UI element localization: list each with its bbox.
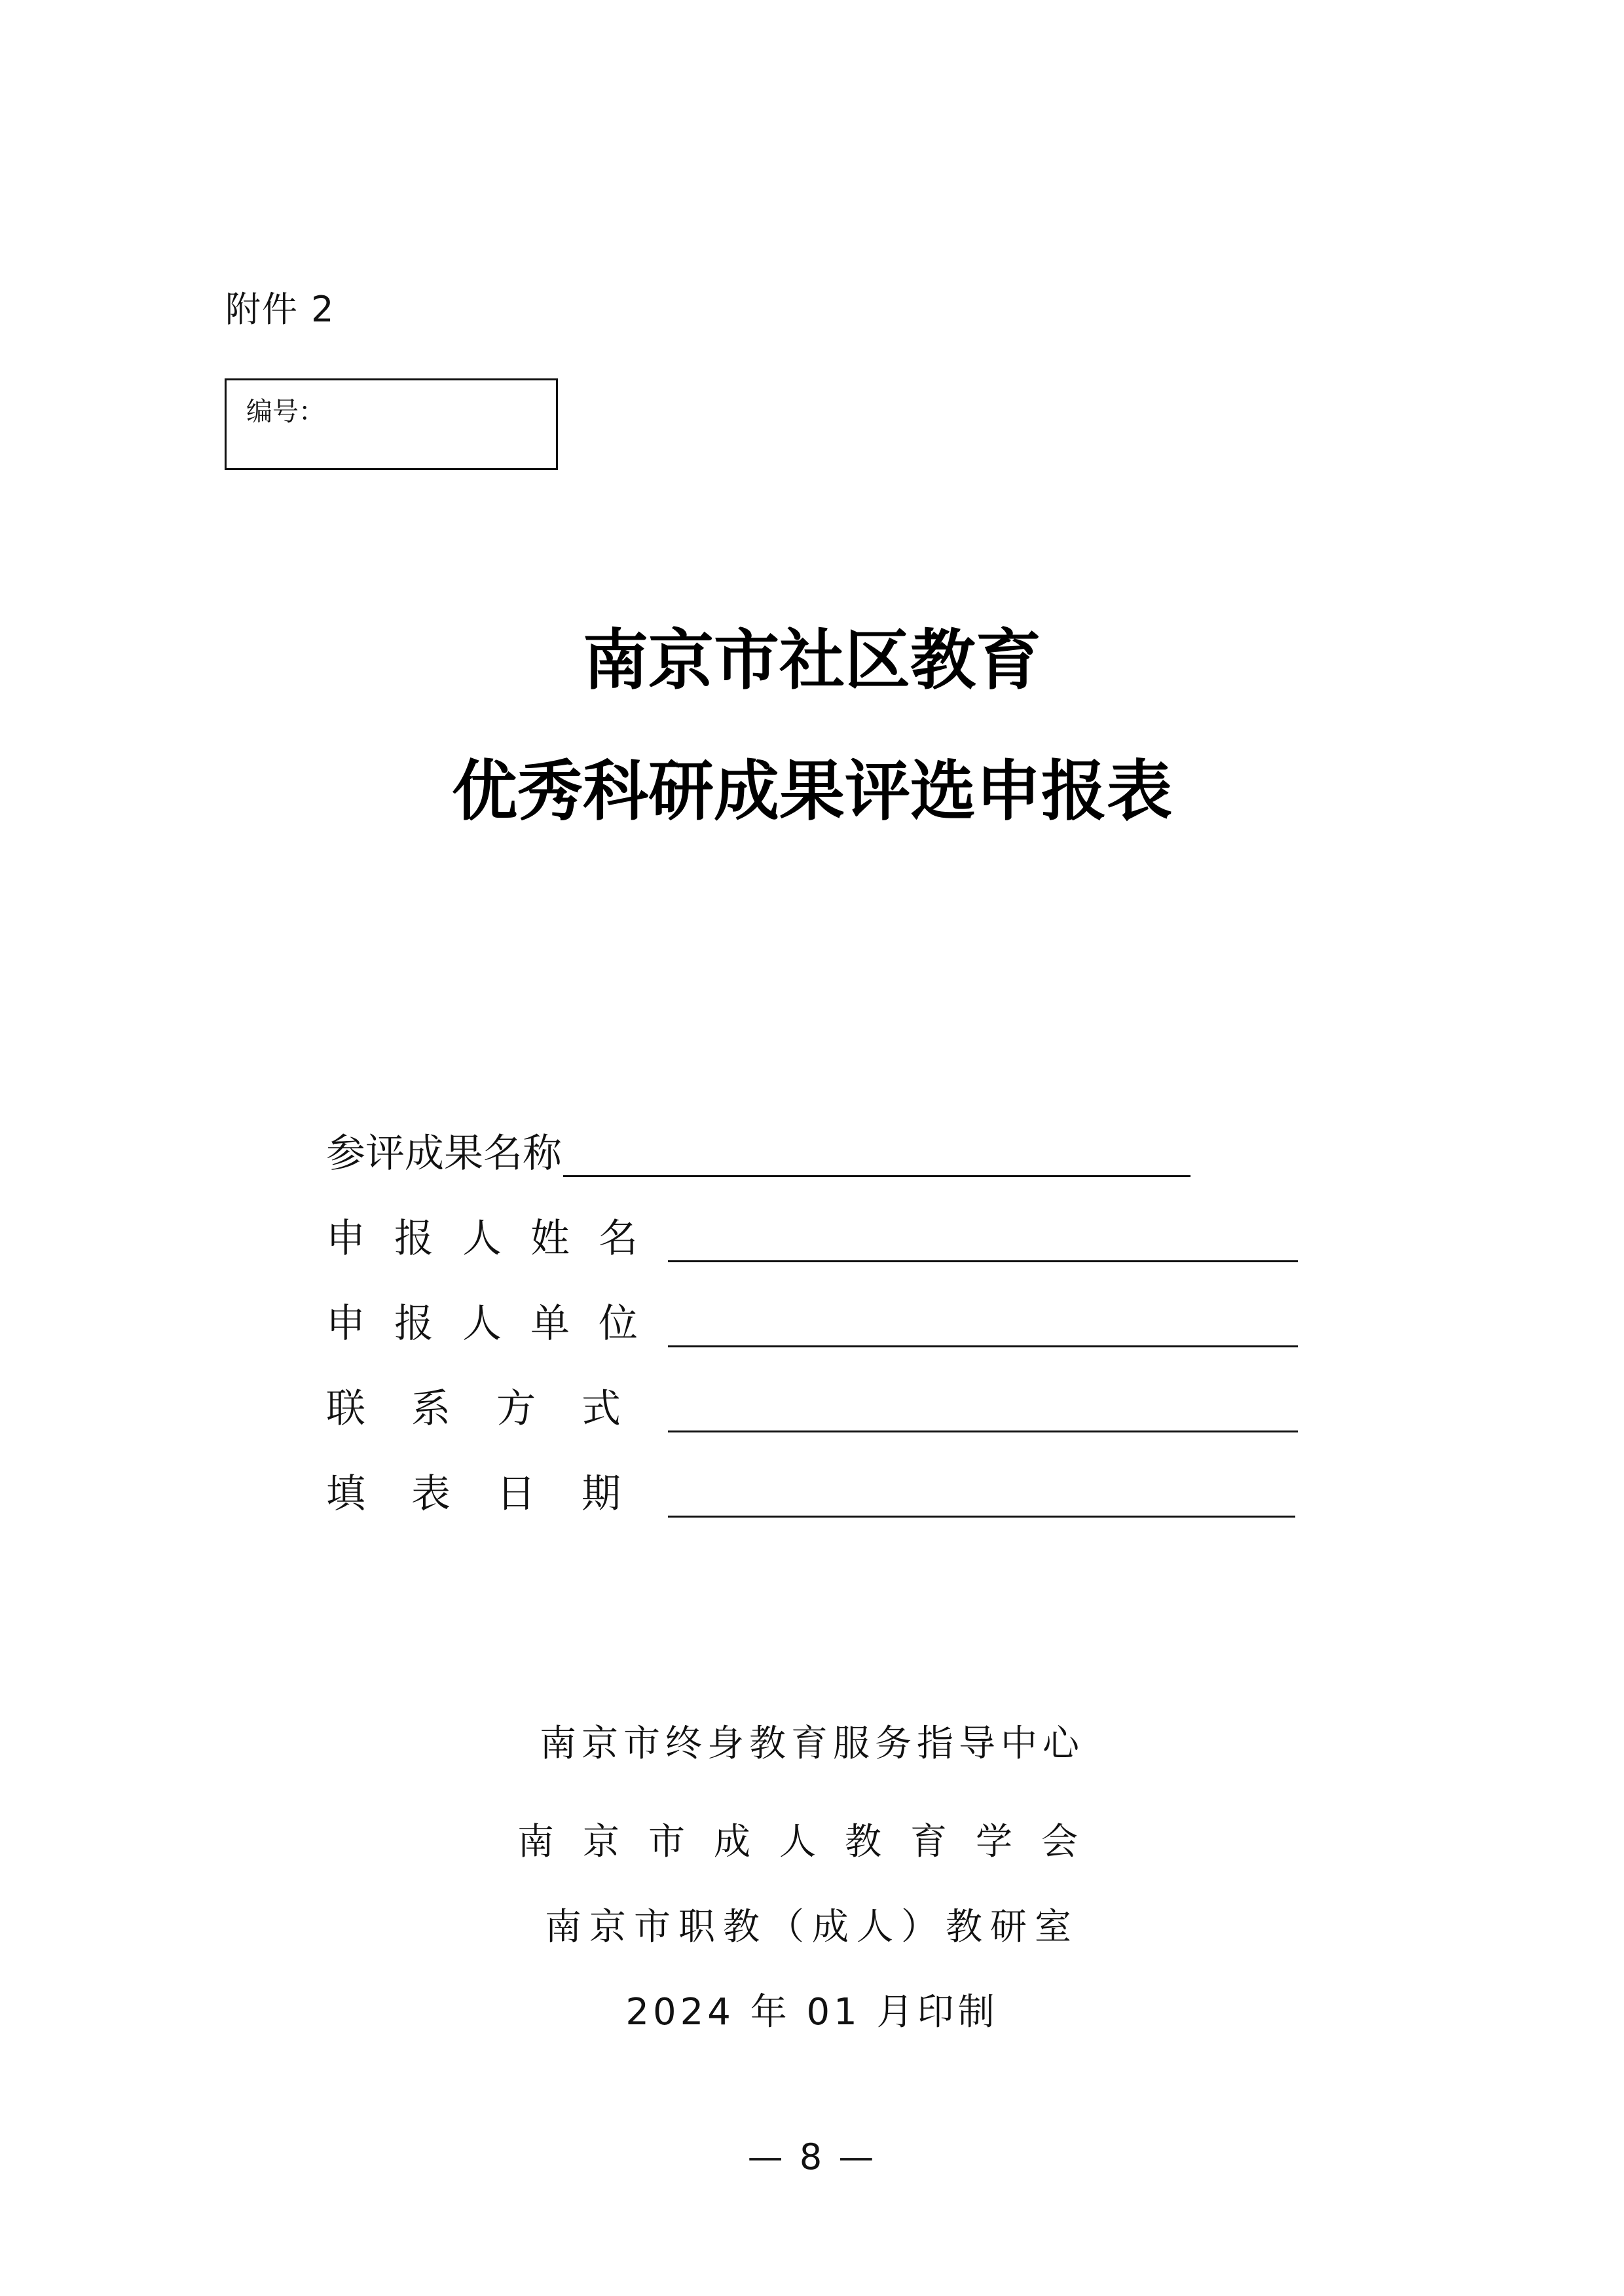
organization-line-2: 南京市成人教育学会 <box>517 1821 1107 1863</box>
field-underline[interactable] <box>668 1260 1298 1262</box>
field-fill-date[interactable] <box>326 1465 1295 1518</box>
field-label: 参评成果名称 <box>326 1131 562 1176</box>
attachment-label: 附件 2 <box>225 289 335 330</box>
page-number: — 8 — <box>747 2136 877 2178</box>
field-underline[interactable] <box>668 1430 1298 1432</box>
field-applicant-unit[interactable] <box>326 1295 1298 1347</box>
field-label: 联系方式 <box>326 1386 667 1432</box>
field-achievement-name[interactable] <box>326 1125 1190 1177</box>
field-underline[interactable] <box>563 1175 1190 1177</box>
field-applicant-name[interactable] <box>326 1210 1298 1262</box>
title-line-2: 优秀科研成果评选申报表 <box>452 752 1172 829</box>
field-contact[interactable] <box>326 1380 1298 1432</box>
organization-line-3: 南京市职教（成人）教研室 <box>545 1906 1079 1948</box>
print-date: 2024 年 01 月印制 <box>625 1991 999 2033</box>
field-label: 申报人单位 <box>326 1301 667 1347</box>
number-box[interactable] <box>225 378 558 470</box>
organization-line-1: 南京市终身教育服务指导中心 <box>540 1722 1084 1765</box>
title-line-1: 南京市社区教育 <box>583 621 1041 699</box>
field-label: 申报人姓名 <box>326 1216 667 1262</box>
number-label: 编号： <box>246 397 325 427</box>
field-underline[interactable] <box>668 1345 1298 1347</box>
field-underline[interactable] <box>668 1515 1295 1518</box>
field-label: 填表日期 <box>326 1471 667 1517</box>
